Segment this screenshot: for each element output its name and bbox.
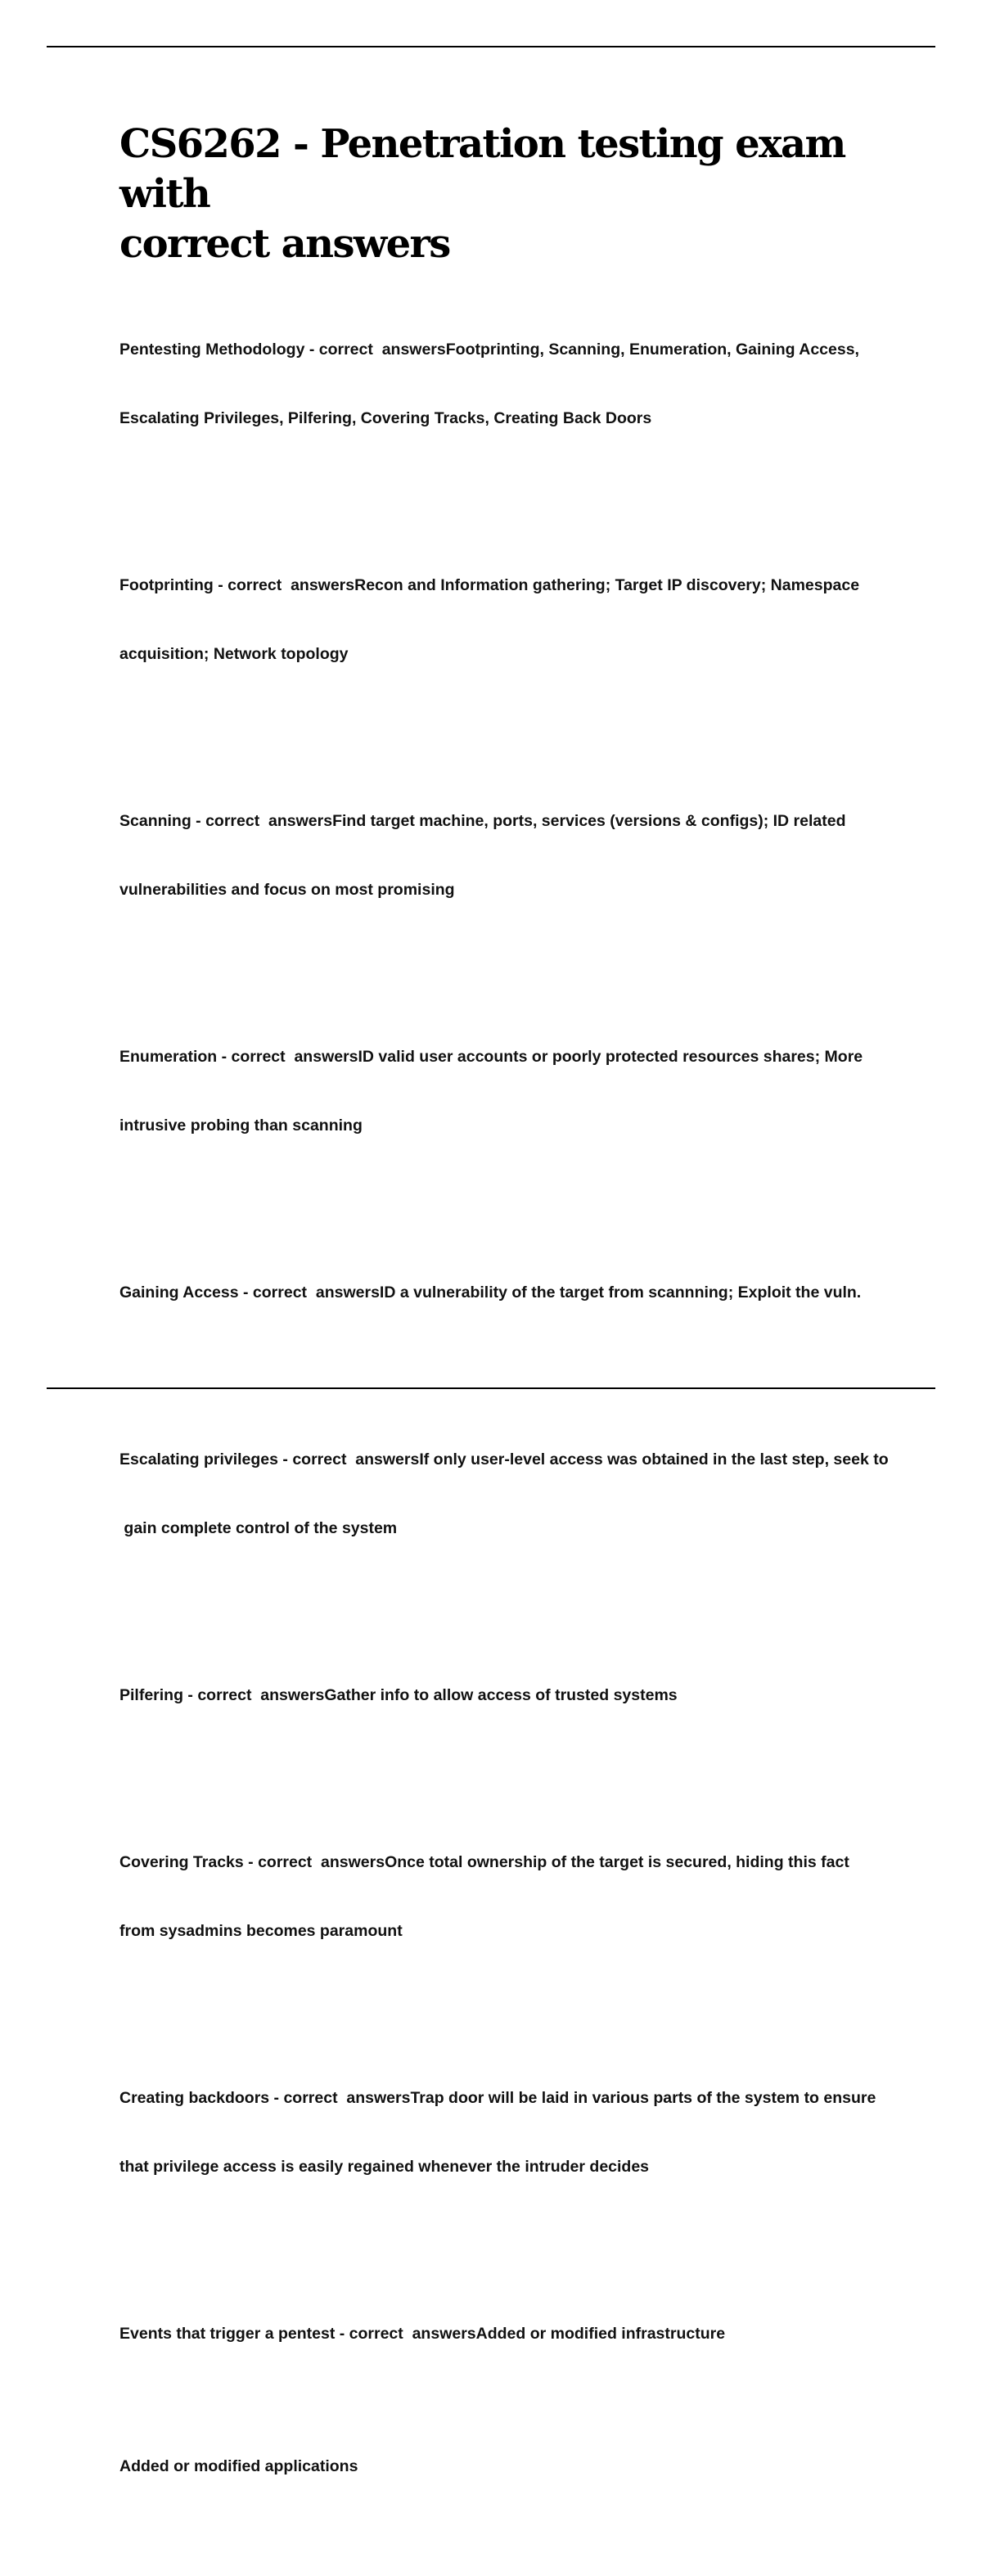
entry-line: Escalating privileges - correct answersIf only user-level access was obtained in the last step, seek to [119, 1450, 889, 1468]
qa-entry-pentesting-methodology [119, 292, 897, 476]
entry-line: Events that trigger a pentest - correct answersAdded or modified infrastructure [119, 2325, 726, 2343]
entry-line: intrusive probing than scanning [119, 1117, 363, 1135]
entry-line: acquisition; Network topology [119, 645, 349, 663]
title-line-1: CS6262 - Penetration testing exam with [119, 121, 845, 217]
entry-line: that privilege access is easily regained whenever the intruder decides [119, 2158, 650, 2176]
qa-entry-footprinting [119, 528, 897, 711]
entry-line: Creating backdoors - correct answersTrap door will be laid in various parts of the system to ensure [119, 2089, 876, 2107]
footer-rule [47, 1387, 935, 1389]
qa-entry-creating-backdoors [119, 2041, 897, 2224]
entry-line: Scanning - correct answersFind target machine, ports, services (versions & configs); ID related [119, 812, 846, 830]
qa-entry-covering-tracks [119, 1805, 897, 1988]
document-title [119, 120, 889, 269]
entry-line: Gaining Access - correct answersID a vulnerability of the target from scannning; Exploit the vuln. [119, 1283, 862, 1302]
qa-list [119, 292, 897, 2576]
entry-line: Escalating Privileges, Pilfering, Covering Tracks, Creating Back Doors [119, 409, 652, 427]
qa-entry-pentest-triggers-continued [119, 2409, 897, 2524]
qa-entry-scanning [119, 764, 897, 947]
entry-line: gain complete control of the system [119, 1519, 398, 1537]
title-line-2: correct answers [119, 221, 450, 267]
entry-line: Pilfering - correct answersGather info to allow access of trusted systems [119, 1686, 678, 1704]
entry-line: Enumeration - correct answersID valid user accounts or poorly protected resources shares; More [119, 1048, 863, 1066]
entry-line: Added or modified applications [119, 2457, 358, 2475]
entry-line: Pentesting Methodology - correct answersFootprinting, Scanning, Enumeration, Gaining Access, [119, 341, 859, 359]
entry-line: Footprinting - correct answersRecon and Information gathering; Target IP discovery; Namespace [119, 576, 860, 594]
qa-entry-gaining-access [119, 1235, 897, 1350]
qa-entry-escalating-privileges [119, 1402, 897, 1586]
entry-line: vulnerabilities and focus on most promising [119, 881, 455, 899]
qa-entry-pilfering [119, 1638, 897, 1753]
entry-line: from sysadmins becomes paramount [119, 1922, 403, 1940]
header-rule [47, 46, 935, 47]
qa-entry-pentest-triggers [119, 2276, 897, 2391]
qa-entry-enumeration [119, 999, 897, 1183]
entry-line: Covering Tracks - correct answersOnce total ownership of the target is secured, hiding this fact [119, 1853, 849, 1871]
